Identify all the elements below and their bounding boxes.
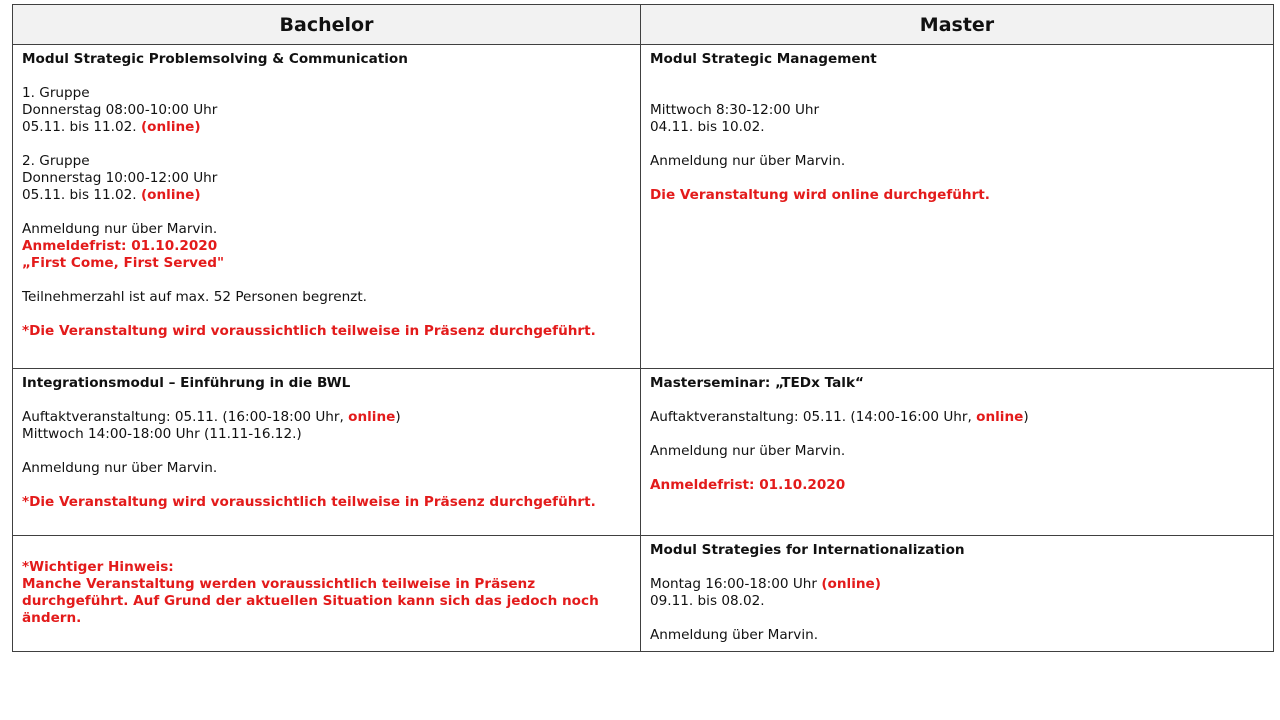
registration-text: Anmeldung über Marvin. [650, 627, 819, 643]
kickoff-text: Auftaktveranstaltung: 05.11. (16:00-18:00 Uhr, [22, 409, 349, 425]
course-time: Mittwoch 8:30-12:00 Uhr [650, 102, 820, 118]
first-come-text: „First Come, First Served" [22, 255, 225, 271]
online-tag: (online) [821, 576, 881, 592]
kickoff-text: Auftaktveranstaltung: 05.11. (14:00-16:00 Uhr, [650, 409, 977, 425]
course-title: Masterseminar: „TEDx Talk“ [650, 375, 864, 391]
group-1-info [22, 85, 631, 136]
registration-info [650, 627, 1264, 644]
registration-info [22, 460, 631, 477]
course-time: Montag 16:00-18:00 Uhr [650, 576, 822, 592]
deadline-info [650, 477, 1264, 494]
course-time-line [650, 576, 1264, 593]
presence-note [22, 323, 631, 340]
schedule-info [650, 409, 1264, 426]
hint-text: Manche Veranstaltung werden voraussichtlich teilweise in Präsenz durchgeführt. Auf Grund der aktuellen Situation kann sich das jedoch noch ändern. [22, 576, 599, 626]
cell-tedx-seminar [641, 369, 1274, 536]
course-dates: 04.11. bis 10.02. [650, 119, 765, 135]
table-row [13, 369, 1274, 536]
registration-text: Anmeldung nur über Marvin. [22, 460, 218, 476]
deadline-text: Anmeldefrist: 01.10.2020 [22, 238, 218, 254]
deadline-text: Anmeldefrist: 01.10.2020 [650, 477, 846, 493]
registration-info [650, 443, 1264, 460]
kickoff-suffix: ) [1023, 409, 1029, 425]
cell-integrationsmodul [13, 369, 641, 536]
registration-text: Anmeldung nur über Marvin. [650, 443, 846, 459]
online-note-text: Die Veranstaltung wird online durchgeführt. [650, 187, 990, 203]
cell-important-hint [13, 536, 641, 652]
registration-text: Anmeldung nur über Marvin. [650, 153, 846, 169]
important-hint [22, 559, 631, 627]
presence-note-text: *Die Veranstaltung wird voraussichtlich teilweise in Präsenz durchgeführt. [22, 494, 596, 510]
group-dates-line [22, 119, 631, 136]
schedule-info [22, 409, 631, 443]
group-time: Donnerstag 08:00-10:00 Uhr [22, 102, 218, 118]
schedule-info [650, 102, 1264, 136]
group-2-info [22, 153, 631, 204]
participants-text: Teilnehmerzahl ist auf max. 52 Personen begrenzt. [22, 289, 367, 305]
online-tag: online [348, 409, 396, 425]
online-tag: online [976, 409, 1024, 425]
kickoff-line [650, 409, 1264, 426]
table-row [13, 45, 1274, 369]
table-row [13, 536, 1274, 652]
course-title: Modul Strategic Management [650, 51, 877, 67]
header-bachelor: Bachelor [13, 5, 641, 45]
online-note [650, 187, 1264, 204]
online-tag: (online) [140, 187, 201, 203]
presence-note [22, 494, 631, 511]
course-title: Modul Strategic Problemsolving & Communication [22, 51, 408, 67]
registration-info [22, 221, 631, 272]
group-dates-line [22, 187, 631, 204]
group-dates: 05.11. bis 11.02. [22, 119, 141, 135]
course-title: Integrationsmodul – Einführung in die BWL [22, 375, 351, 391]
online-tag: (online) [140, 119, 201, 135]
registration-text: Anmeldung nur über Marvin. [22, 221, 218, 237]
group-time: Donnerstag 10:00-12:00 Uhr [22, 170, 218, 186]
kickoff-line [22, 409, 631, 426]
header-master: Master [641, 5, 1274, 45]
kickoff-suffix: ) [395, 409, 401, 425]
group-name: 1. Gruppe [22, 85, 90, 101]
cell-strategic-management [641, 45, 1274, 369]
registration-info [650, 153, 1264, 170]
hint-title: *Wichtiger Hinweis: [22, 559, 174, 575]
group-name: 2. Gruppe [22, 153, 90, 169]
group-dates: 05.11. bis 11.02. [22, 187, 141, 203]
presence-note-text: *Die Veranstaltung wird voraussichtlich teilweise in Präsenz durchgeführt. [22, 323, 596, 339]
header-row [13, 5, 1274, 45]
cell-internationalization [641, 536, 1274, 652]
course-dates: 09.11. bis 08.02. [650, 593, 765, 609]
course-schedule-table [12, 4, 1274, 652]
weekly-time: Mittwoch 14:00-18:00 Uhr (11.11-16.12.) [22, 426, 302, 442]
course-title: Modul Strategies for Internationalization [650, 542, 965, 558]
schedule-info [650, 576, 1264, 610]
participants-info [22, 289, 631, 306]
cell-problemsolving [13, 45, 641, 369]
